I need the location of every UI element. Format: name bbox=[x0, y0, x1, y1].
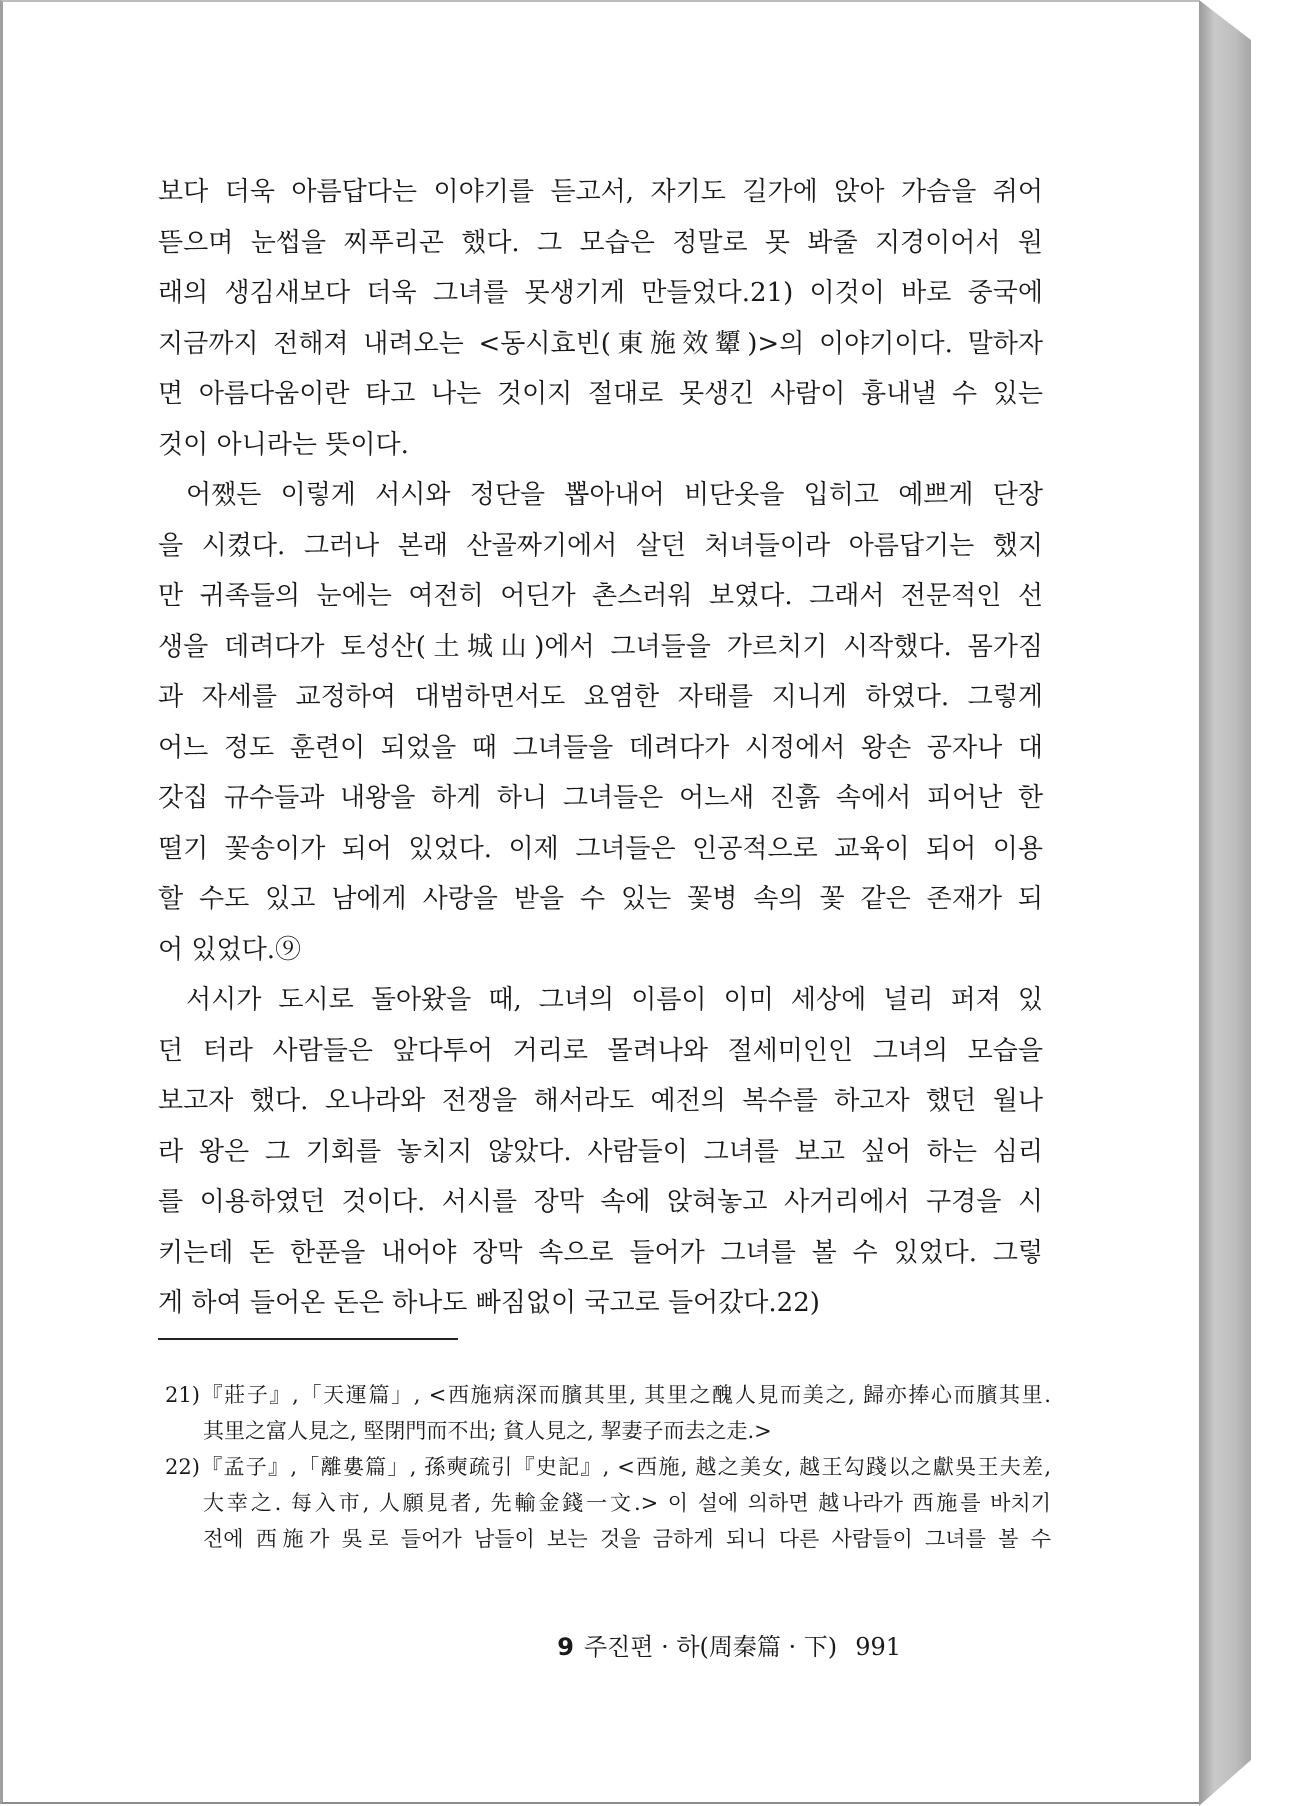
body-line: 떨기 꽃송이가 되어 있었다. 이제 그녀들은 인공적으로 교육이 되어 이용 bbox=[158, 833, 1043, 864]
body-line: 키는데 돈 한푼을 내어야 장막 속으로 들어가 그녀를 볼 수 있었다. 그렇 bbox=[158, 1237, 1043, 1268]
footnote-divider bbox=[158, 1338, 458, 1340]
body-line: 갓집 규수들과 내왕을 하게 하니 그녀들은 어느새 진흙 속에서 피어난 한 bbox=[158, 783, 1043, 813]
body-line: 만 귀족들의 눈에는 여전히 어딘가 촌스러워 보였다. 그래서 전문적인 선 bbox=[158, 581, 1043, 611]
body-line: 할 수도 있고 남에게 사랑을 받을 수 있는 꽃병 속의 꽃 같은 존재가 되 bbox=[158, 884, 1043, 914]
chapter-number: 9 bbox=[557, 1633, 574, 1661]
body-line: 어느 정도 훈련이 되었을 때 그녀들을 데려다가 시정에서 왕손 공자나 대 bbox=[158, 732, 1043, 763]
body-line: 던 터라 사람들은 앞다투어 거리로 몰려나와 절세미인인 그녀의 모습을 bbox=[158, 1035, 1043, 1066]
body-line: 보다 더욱 아름답다는 이야기를 듣고서, 자기도 길가에 앉아 가슴을 쥐어 bbox=[158, 177, 1043, 207]
body-line: 라 왕은 그 기회를 놓치지 않았다. 사람들이 그녀를 보고 싶어 하는 심리 bbox=[158, 1136, 1043, 1167]
body-line: 어쨌든 이렇게 서시와 정단을 뽑아내어 비단옷을 입히고 예쁘게 단장 bbox=[186, 480, 1043, 510]
footnote-line: 22)『孟子』,「離婁篇」, 孫奭疏引『史記』, <西施, 越之美女, 越王勾踐以之獻吳王夫差, bbox=[165, 1455, 1051, 1479]
body-line: 면 아름다움이란 타고 나는 것이지 절대로 못생긴 사람이 흉내낼 수 있는 bbox=[158, 379, 1043, 409]
page-number: 991 bbox=[855, 1633, 901, 1661]
body-text bbox=[158, 167, 1043, 1329]
footnotes bbox=[165, 1377, 1051, 1557]
body-line: 어 있었다.⑨ bbox=[158, 934, 301, 965]
running-footer bbox=[557, 1627, 901, 1662]
footnote-line: 大幸之. 每入市, 人願見者, 先輸金錢一文.> 이 설에 의하면 越나라가 西施를 바치기 bbox=[203, 1491, 1051, 1515]
body-line: 보고자 했다. 오나라와 전쟁을 해서라도 예전의 복수를 하고자 했던 월나 bbox=[158, 1086, 1043, 1116]
footnote-line: 21)『莊子』,「天運篇」, <西施病深而臏其里, 其里之醜人見而美之, 歸亦捧心而臏其里. bbox=[165, 1383, 1051, 1407]
body-line: 지금까지 전해져 내려오는 <동시효빈(東施效顰)>의 이야기이다. 말하자 bbox=[158, 328, 1043, 359]
body-line: 서시가 도시로 돌아왔을 때, 그녀의 이름이 이미 세상에 널리 퍼져 있 bbox=[186, 985, 1043, 1015]
body-line: 을 시켰다. 그러나 본래 산골짜기에서 살던 처녀들이라 아름답기는 했지 bbox=[158, 530, 1043, 561]
body-line: 것이 아니라는 뜻이다. bbox=[158, 429, 409, 460]
footnote-line: 其里之富人見之, 堅閉門而不出; 貧人見之, 挈妻子而去之走.> bbox=[203, 1419, 772, 1443]
body-line: 과 자세를 교정하여 대범하면서도 요염한 자태를 지니게 하였다. 그렇게 bbox=[158, 682, 1043, 712]
body-line: 게 하여 들어온 돈은 하나도 빠짐없이 국고로 들어갔다.22) bbox=[158, 1288, 820, 1318]
book-edge bbox=[1199, 0, 1251, 1806]
body-line: 생을 데려다가 토성산(土城山)에서 그녀들을 가르치기 시작했다. 몸가짐 bbox=[158, 631, 1043, 662]
body-line: 뜯으며 눈썹을 찌푸리곤 했다. 그 모습은 정말로 못 봐줄 지경이어서 원 bbox=[158, 227, 1043, 258]
chapter-title: 주진편 · 하(周秦篇 · 下) bbox=[583, 1633, 838, 1661]
body-line: 래의 생김새보다 더욱 그녀를 못생기게 만들었다.21) 이것이 바로 중국에 bbox=[158, 278, 1043, 308]
footnote-line: 전에 西施가 吳로 들어가 남들이 보는 것을 금하게 되니 다른 사람들이 그녀를 볼 수 bbox=[203, 1527, 1051, 1551]
body-line: 를 이용하였던 것이다. 서시를 장막 속에 앉혀놓고 사거리에서 구경을 시 bbox=[158, 1187, 1043, 1217]
